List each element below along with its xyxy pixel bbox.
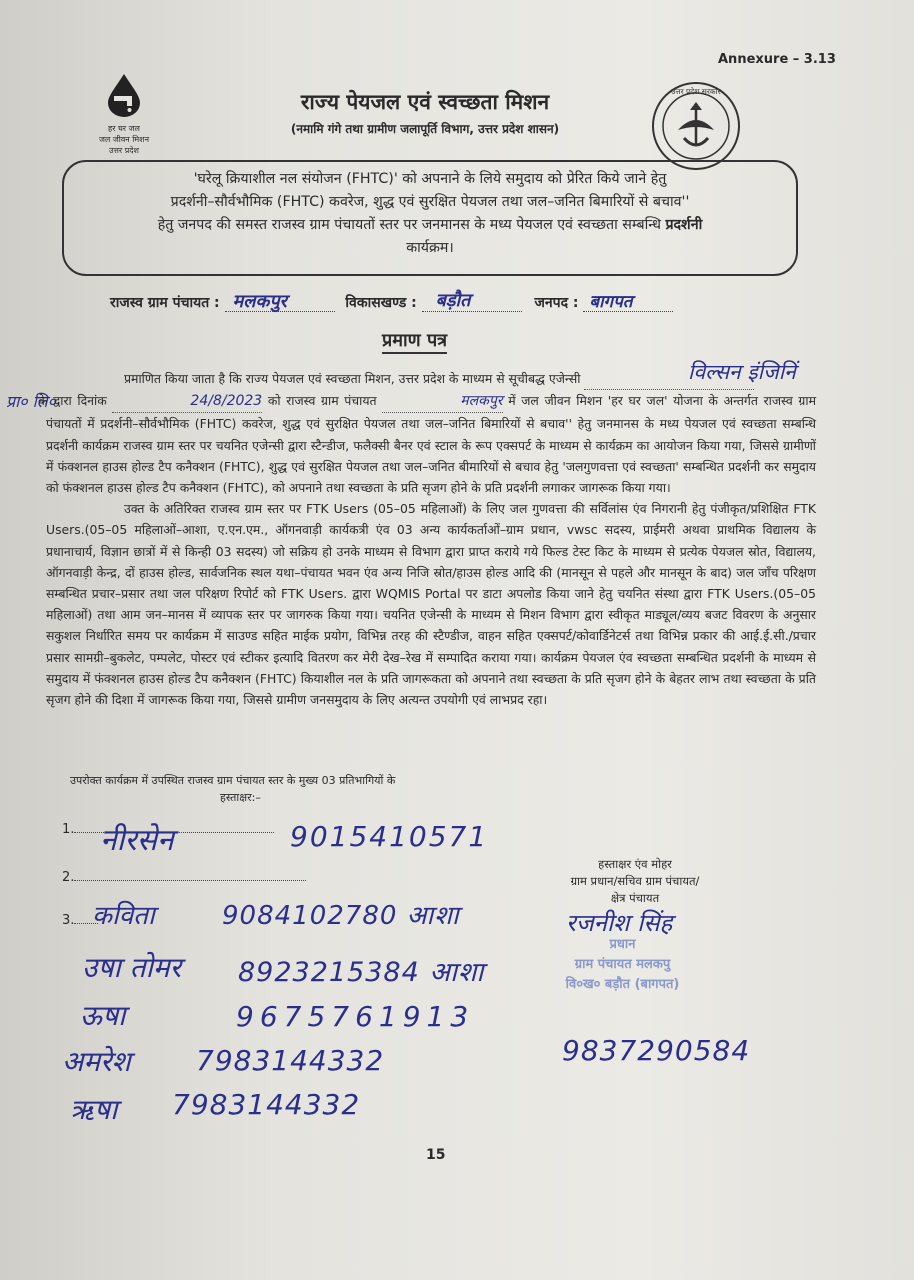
- signature-block-line-3: क्षेत्र पंचायत: [610, 891, 660, 905]
- signature-block-line-1: हस्ताक्षर एंव मोहर: [598, 857, 672, 871]
- program-line-2: प्रदर्शनी–सौर्वभौमिक (FHTC) कवरेज, शुद्ध एवं सुरक्षित पेयजल तथा जल–जनित बिमारियों से बचाव'': [170, 194, 690, 210]
- participant-5-name: अमरेश: [62, 1045, 131, 1078]
- program-date: 24/8/2023: [112, 391, 262, 413]
- program-line-3-bold: प्रदर्शनी: [665, 217, 703, 233]
- agency-suffix-handwritten: प्रा० लि०: [6, 392, 56, 411]
- program-description-box: [62, 160, 798, 276]
- program-line-3-text: हेतु जनपद की समस्त राजस्व ग्राम पंचायतों स्तर पर जनमानस के मध्य पेयजल एवं स्वच्छता सम्बन्धि: [157, 217, 661, 233]
- pradhan-phone: 9837290584: [562, 1034, 751, 1067]
- location-row: [110, 290, 810, 312]
- block-field: [422, 290, 522, 312]
- body-gram-panchayat: मलकपुर: [382, 391, 502, 413]
- gram-panchayat-label: राजस्व ग्राम पंचायत :: [110, 295, 220, 311]
- signature-block-line-2: ग्राम प्रधान/सचिव ग्राम पंचायत/: [570, 874, 700, 888]
- gram-panchayat-field: [225, 291, 335, 312]
- page-number: 15: [426, 1147, 446, 1163]
- har-ghar-jal-logo: [88, 72, 160, 155]
- signature-line-3: 3.: [62, 913, 98, 928]
- mission-subtitle: (नमामि गंगे तथा ग्रामीण जलापूर्ति विभाग, उत्तर प्रदेश शासन): [290, 122, 560, 136]
- annexure-label: Annexure – 3.13: [718, 52, 836, 67]
- district-value: बागपत: [589, 292, 633, 312]
- official-stamp: [535, 935, 710, 1005]
- participant-4-phone: 9675761913: [236, 1000, 475, 1033]
- pradhan-signature: रजनीश सिंह: [566, 909, 673, 937]
- up-government-emblem-icon: [650, 80, 742, 172]
- participant-3-name: उषा तोमर: [82, 951, 182, 984]
- participants-section: [70, 772, 490, 806]
- participant-2-name: कविता: [92, 901, 155, 931]
- stamp-line-3: वि०ख० बड़ौत (बागपत): [565, 977, 680, 992]
- participants-intro: उपरोक्त कार्यक्रम में उपस्थित राजस्व ग्राम पंचायत स्तर के मुख्य 03 प्रतिभागियों के: [70, 774, 396, 787]
- district-label: जनपद :: [534, 295, 579, 311]
- block-label: विकासखण्ड :: [345, 295, 417, 311]
- stamp-line-2: ग्राम पंचायत मलकपु: [574, 957, 671, 972]
- program-line-3: [82, 214, 778, 237]
- signature-line-2: 2.: [62, 870, 306, 885]
- certificate-paragraph-2: उक्त के अतिरिक्त राजस्व ग्राम स्तर पर FTK Users (05–05 महिलाओं) के लिए जल गुणवत्ता की सर्विलांस एंव निगरानी हेतु पंजीकृत/प्रशिक्षित FTK Users.(05–05 महिलाओं–आशा, ए.एन.एम., ऑगनवाड़ी कार्यकत्री एंव 03 अन्य कार्यकर्ताओं–ग्राम प्रधान, vwsc सदस्य, प्राईमरी अथवा प्राथमिक विद्यालय के प्रधानाचार्य, विज्ञान छात्रों में से किन्ही 03 सदस्य) जो सक्रिय हो उनके माध्यम से विभाग द्वारा प्राप्त कराये गये फिल्ड टेस्ट किट के माध्यम से प्रत्येक पेयजल स्रोत, विद्यालय, ऑगनवाड़ी केन्द्र, दों हाउस होल्ड, सार्वजनिक स्थल यथा–पंचायत भवन एंव अन्य निजि स्रोत/हाउस होल्ड आदि की (मानसून से पहले और मानसून के बाद) जल जाँच परिक्षण सम्बन्धित प्रचार–प्रसार तथा जल परिक्षण रिपोर्ट को FTK Users. द्वारा WQMIS Portal पर डाटा अपलोड किया जाने हेतु चयनित संस्था द्वारा FTK Users.(05–05 महिलाओं) तथा आम जन–मानस में व्यापक स्तर पर जागरुक किया गया। चयनित एजेन्सी के माध्यम से मिशन विभाग द्वारा स्वीकृत माड्यूल/व्यय बजट विवरण के अनुसार सकुशल निर्धारित समय पर कार्यक्रम में साउण्ड सहित माईक प्रयोग, विभिन्न तरह की स्टैण्डीज, वाहन सहित एक्सपर्ट/कोवार्डिनेटर्स तथा विभिन्न प्रकार की आई.ई.सी./प्रचार प्रसार सामग्री–बुकलेट, पम्पलेट, पोस्टर एवं स्टीकर इत्यादि वितरण कर मेरी देख–रेख में सम्पादित कराया गया। कार्यक्रम पेयजल एंव स्वच्छता सम्बन्धित प्रदर्शनी के माध्यम से समुदाय में फंक्शनल हाउस होल्ड टैप कनैक्शन (FHTC) कियाशील नल के प्रति जागरूकता को अपनाने तथा स्वच्छता के प्रति सृजग होने के बेहतर लाभ तथा स्वच्छता के प्रति सृजग होने की दिशा में जागरूक किया गया, जिससे ग्रामीण जनसमुदाय के लिए अत्यन्त उपयोगी एवं लाभप्रद रहा।: [46, 501, 816, 708]
- participants-signature-label: हस्ताक्षर:–: [220, 791, 261, 804]
- program-line-1: 'घरेलू क्रियाशील नल संयोजन (FHTC)' को अपनाने के लिये समुदाय को प्रेरित किये जाने हेतु: [193, 171, 667, 187]
- svg-text:उत्तर प्रदेश सरकार: उत्तर प्रदेश सरकार: [671, 87, 721, 96]
- participant-5-phone: 7983144332: [196, 1044, 385, 1077]
- participant-1-name: नीरसेन: [100, 823, 174, 858]
- certificate-body: [38, 368, 816, 710]
- certificate-title: प्रमाण पत्र: [382, 328, 447, 354]
- participant-3-phone: 8923215384 आशा: [238, 957, 485, 988]
- pradhan-signature-block: [535, 856, 735, 907]
- agency-name-handwritten: विल्सन इंजिनिं: [688, 360, 796, 384]
- participant-6-phone: 7983144332: [172, 1088, 361, 1121]
- logo-tagline-1: हर घर जल: [108, 124, 140, 133]
- block-value: बड़ौत: [435, 290, 471, 311]
- gram-panchayat-value: मलकपुर: [232, 291, 287, 312]
- certificate-paragraph-1: प्रमाणित किया जाता है कि राज्य पेयजल एवं स्वच्छता मिशन, उत्तर प्रदेश के माध्यम से सूचीबद्ध एजेन्सी के द्वारा दिनांक 24/8/2023 को राजस्व ग्राम पंचायत मलकपुर में जल जीवन मिशन 'हर घर जल' योजना के अन्तर्गत राजस्व ग्राम पंचायतों में प्रदर्शनी–सौर्वभौमिक (FHTC) कवरेज, शुद्ध एवं सुरक्षित पेयजल तथा जल–जनित बिमारियों से बचाव'' हेतु जनमानस के मध्य पेयजल एवं स्वच्छता सम्बन्धि प्रदर्शनी कार्यक्रम राजस्व ग्राम स्तर पर चयनित एजेन्सी द्वारा स्टैन्डीज, फलैक्सी बैनर एवं स्टाल के रूप एक्सपर्ट के माध्यम से कार्यक्रम का आयोजन किया गया, जिससे ग्रामीणों में फंक्शनल हाउस होल्ड टैप कनैक्शन (FHTC), शुद्ध एवं सुरक्षित पेयजल तथा जल–जनित बीमारियों से बचाव हेतु 'जलगुणवत्ता एवं स्वच्छता' सम्बन्धित प्रदर्शनी कर समुदाय को फंक्शनल हाउस होल्ड टैप कनैक्शन (FHTC), को अपनाने तथा स्वच्छता के प्रति सृजग होने के प्रति प्रदर्शनी लगाकर जागरूक किया गया।: [46, 368, 816, 498]
- district-field: [583, 292, 673, 312]
- participant-1-phone: 9015410571: [290, 820, 489, 853]
- signature-line-1: 1.: [62, 822, 274, 837]
- logo-tagline-3: उत्तर प्रदेश: [109, 146, 139, 155]
- water-drop-icon: [105, 72, 143, 118]
- stamp-line-1: प्रधान: [609, 937, 636, 952]
- participant-4-name: ऊषा: [80, 999, 126, 1032]
- participant-6-name: ऋषा: [70, 1093, 118, 1126]
- participant-2-phone: 9084102780 आशा: [222, 901, 460, 931]
- mission-title: राज्य पेयजल एवं स्वच्छता मिशन: [300, 90, 550, 114]
- program-line-4: कार्यक्रम।: [406, 240, 454, 256]
- logo-tagline-2: जल जीवन मिशन: [98, 135, 150, 144]
